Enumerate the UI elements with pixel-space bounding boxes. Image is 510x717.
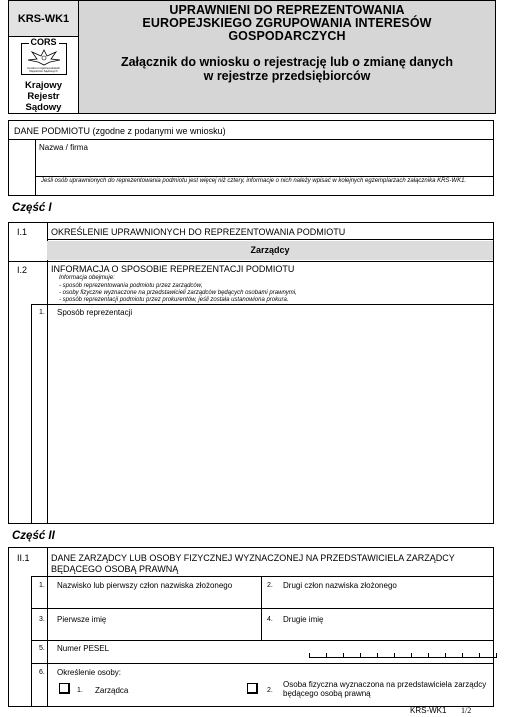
registry-name: Krajowy Rejestr Sądowy bbox=[25, 80, 62, 113]
header-title-block bbox=[79, 1, 495, 113]
f2-label: Drugi człon nazwiska złożonego bbox=[283, 581, 397, 590]
page-number: 1/2 bbox=[461, 706, 472, 715]
pesel-boxes[interactable] bbox=[309, 653, 497, 658]
entity-section bbox=[8, 120, 494, 196]
f6-number: 6. bbox=[39, 669, 45, 676]
p2-s1-title-line1: DANE ZARZĄDCY LUB OSOBY FIZYCZNEJ WYZNACZONEJ NA PRZEDSTAWICIELA ZARZĄDCY bbox=[51, 553, 455, 563]
f4-number: 4. bbox=[267, 616, 273, 623]
form-header bbox=[8, 0, 496, 114]
part2-title: Część II bbox=[12, 530, 55, 542]
manager-checkbox[interactable] bbox=[59, 683, 70, 694]
f5-label: Numer PESEL bbox=[57, 644, 110, 653]
f3-number: 3. bbox=[39, 616, 45, 623]
p2-s1-number: II.1 bbox=[17, 553, 30, 563]
form-title-line2: EUROPEJSKIEGO ZGRUPOWANIA INTERESÓW bbox=[142, 16, 432, 30]
name-label: Nazwa / firma bbox=[39, 143, 88, 152]
part1-section bbox=[8, 222, 494, 524]
form-subtitle-line2: w rejestrze przedsiębiorców bbox=[203, 69, 371, 83]
f1-number: 1. bbox=[39, 582, 45, 589]
opt1-label: Zarządca bbox=[95, 686, 129, 695]
f4-label: Drugie imię bbox=[283, 615, 324, 624]
header-left-column bbox=[9, 1, 79, 113]
s1-title: OKREŚLENIE UPRAWNIONYCH DO REPREZENTOWANIA PODMIOTU bbox=[51, 227, 346, 237]
f5-number: 5. bbox=[39, 645, 45, 652]
logo-area bbox=[9, 37, 78, 113]
entity-heading: DANE PODMIOTU (zgodne z podanymi we wniosku) bbox=[14, 126, 226, 136]
logo-text: CORS bbox=[30, 37, 57, 47]
s1-number: I.1 bbox=[17, 227, 28, 237]
s2-info: Informacja obejmuje: bbox=[59, 275, 115, 281]
entity-note: Jeśli osób uprawnionych do reprezentowania podmiotu jest więcej niż cztery, informacje o nich należy wpisać w kolejnych egzemplarzach załącznika KRS-WK1. bbox=[41, 178, 467, 184]
s2-title: INFORMACJA O SPOSOBIE REPREZENTACJI PODMIOTU bbox=[51, 264, 295, 274]
part2-section bbox=[8, 547, 494, 707]
form-title-line3: GOSPODARCZYCH bbox=[228, 29, 346, 43]
f2-number: 2. bbox=[267, 582, 273, 589]
field1-label: Sposób reprezentacji bbox=[57, 308, 133, 317]
opt1-number: 1. bbox=[77, 687, 83, 694]
cors-logo bbox=[21, 37, 67, 75]
name-field[interactable] bbox=[39, 153, 489, 175]
form-subtitle-line1: Załącznik do wniosku o rejestrację lub o zmianę danych bbox=[120, 55, 454, 69]
f3-label: Pierwsze imię bbox=[57, 615, 107, 624]
part1-title: Część I bbox=[12, 202, 52, 214]
footer-form-code: KRS-WK1 bbox=[410, 706, 447, 715]
opt2-number: 2. bbox=[267, 687, 273, 694]
p2-s1-title-line2: BĘDĄCEGO OSOBĄ PRAWNĄ bbox=[51, 564, 179, 574]
opt2-label-line2: będącego osobą prawną bbox=[283, 689, 371, 698]
logo-subtext: Centrum Ogólnopolskich Rejestrów Sądowych bbox=[27, 66, 60, 73]
f1-label: Nazwisko lub pierwszy człon nazwiska złożonego bbox=[57, 581, 233, 590]
representation-field[interactable] bbox=[57, 319, 487, 515]
s2-bullet3: - sposób reprezentacji podmiotu przez prokurentów, jeśli została ustanowiona prokura. bbox=[59, 297, 289, 303]
f6-label: Określenie osoby: bbox=[57, 668, 122, 677]
s2-number: I.2 bbox=[17, 265, 28, 275]
representative-checkbox[interactable] bbox=[247, 683, 258, 694]
form-code: KRS-WK1 bbox=[9, 1, 78, 37]
field1-number: 1. bbox=[39, 309, 45, 316]
s1-value: Zarządcy bbox=[47, 241, 493, 260]
form-title-line1: UPRAWNIENI DO REPREZENTOWANIA bbox=[169, 3, 405, 17]
eagle-icon bbox=[24, 48, 64, 66]
opt2-label-line1: Osoba fizyczna wyznaczona na przedstawiciela zarządcy bbox=[283, 680, 487, 689]
s2-bullet1: - sposób reprezentowania podmiotu przez zarządców, bbox=[59, 283, 203, 289]
s2-bullet2: - osoby fizyczne wyznaczone na przedstawicieli zarządców będących osobami prawnymi, bbox=[59, 290, 297, 296]
